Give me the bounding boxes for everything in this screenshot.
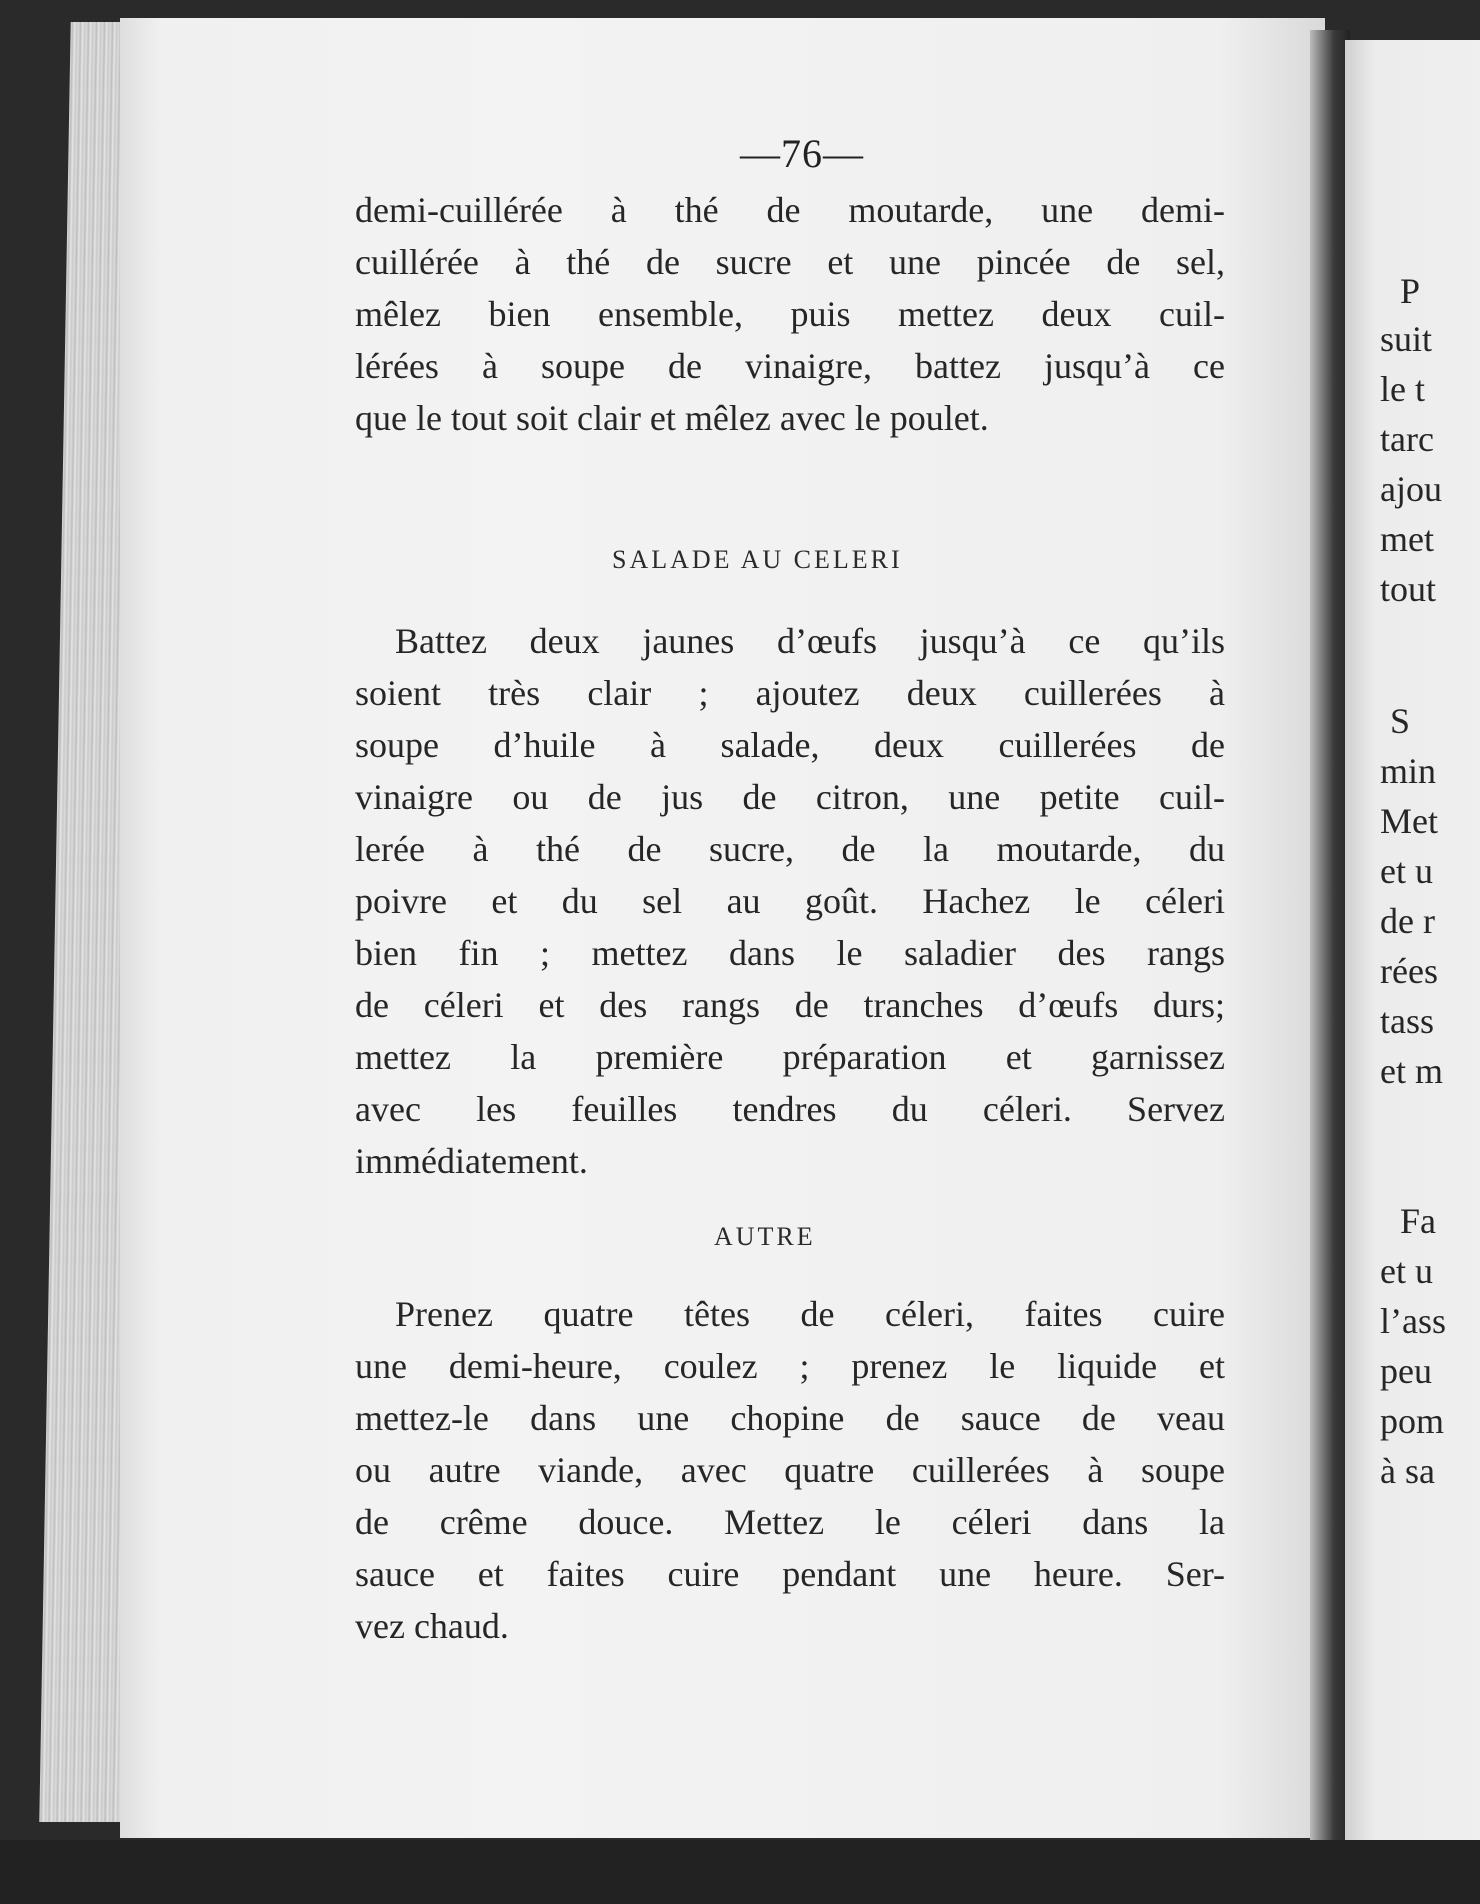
text-line: mettez-le dans une chopine de sauce de veau — [355, 1398, 1225, 1438]
right-page-text-fragment: min — [1380, 751, 1437, 791]
text-line: lérées à soupe de vinaigre, battez jusqu’à ce — [355, 346, 1225, 386]
text-line: poivre et du sel au goût. Hachez le céleri — [355, 881, 1225, 921]
right-page-text-fragment: tass — [1380, 1001, 1434, 1041]
right-page-text-fragment: S — [1390, 701, 1411, 741]
text-line: une demi-heure, coulez ; prenez le liquide et — [355, 1346, 1225, 1386]
text-line: vinaigre ou de jus de citron, une petite cuil- — [355, 777, 1225, 817]
right-page-text-fragment: et u — [1380, 851, 1433, 891]
text-line: mettez la première préparation et garnissez — [355, 1037, 1225, 1077]
text-line: de crême douce. Mettez le céleri dans la — [355, 1502, 1225, 1542]
text-line: soupe d’huile à salade, deux cuillerées de — [355, 725, 1225, 765]
text-line: immédiatement. — [355, 1141, 588, 1181]
right-page-text-fragment: tout — [1380, 569, 1437, 609]
right-page-text-fragment: ajou — [1380, 469, 1442, 509]
text-line: bien fin ; mettez dans le saladier des rangs — [355, 933, 1225, 973]
right-page-text-fragment: l’ass — [1380, 1301, 1446, 1341]
right-page-text-fragment: rées — [1380, 951, 1438, 991]
text-line: Prenez quatre têtes de céleri, faites cuire — [395, 1294, 1225, 1334]
text-line: demi-cuillérée à thé de moutarde, une demi- — [355, 190, 1225, 230]
text-line: sauce et faites cuire pendant une heure. Ser- — [355, 1554, 1225, 1594]
text-line: avec les feuilles tendres du céleri. Servez — [355, 1089, 1225, 1129]
salade-au-celeri-paragraph — [355, 615, 1225, 1187]
text-line: ou autre viande, avec quatre cuillerées à soupe — [355, 1450, 1225, 1490]
autre-paragraph — [355, 1288, 1225, 1652]
right-page-text-fragment: P — [1400, 271, 1421, 311]
right-page-text-fragment: de r — [1380, 901, 1435, 941]
right-page-text-fragment: et m — [1380, 1051, 1443, 1091]
right-page-text-fragment: peu — [1380, 1351, 1432, 1391]
section-heading-salade-au-celeri: SALADE AU CELERI — [612, 545, 903, 574]
text-line: mêlez bien ensemble, puis mettez deux cuil- — [355, 294, 1225, 334]
book-gutter — [1310, 30, 1350, 1840]
text-line: cuillérée à thé de sucre et une pincée de sel, — [355, 242, 1225, 282]
text-line: que le tout soit clair et mêlez avec le poulet. — [355, 398, 989, 438]
right-page-text-fragment: le t — [1380, 369, 1425, 409]
right-page-text-fragment: à sa — [1380, 1451, 1435, 1491]
text-line: lerée à thé de sucre, de la moutarde, du — [355, 829, 1225, 869]
right-page-text-fragment: Met — [1380, 801, 1438, 841]
right-page-text-fragment: et u — [1380, 1251, 1433, 1291]
right-page-text-fragment: pom — [1380, 1401, 1445, 1441]
text-line: Battez deux jaunes d’œufs jusqu’à ce qu’ils — [395, 621, 1225, 661]
page-number: —76— — [740, 131, 864, 176]
right-page — [1345, 40, 1480, 1840]
right-page-text-fragment: suit — [1380, 319, 1433, 359]
text-line: soient très clair ; ajoutez deux cuillerées à — [355, 673, 1225, 713]
right-page-text-fragment: Fa — [1400, 1201, 1436, 1241]
right-page-text-fragment: met — [1380, 519, 1434, 559]
text-line: de céleri et des rangs de tranches d’œufs durs; — [355, 985, 1225, 1025]
right-page-text-fragment: tarc — [1380, 419, 1434, 459]
section-heading-autre: AUTRE — [714, 1222, 816, 1251]
intro-paragraph — [355, 184, 1225, 444]
text-line: vez chaud. — [355, 1606, 509, 1646]
scan-bottom-edge — [0, 1840, 1480, 1904]
